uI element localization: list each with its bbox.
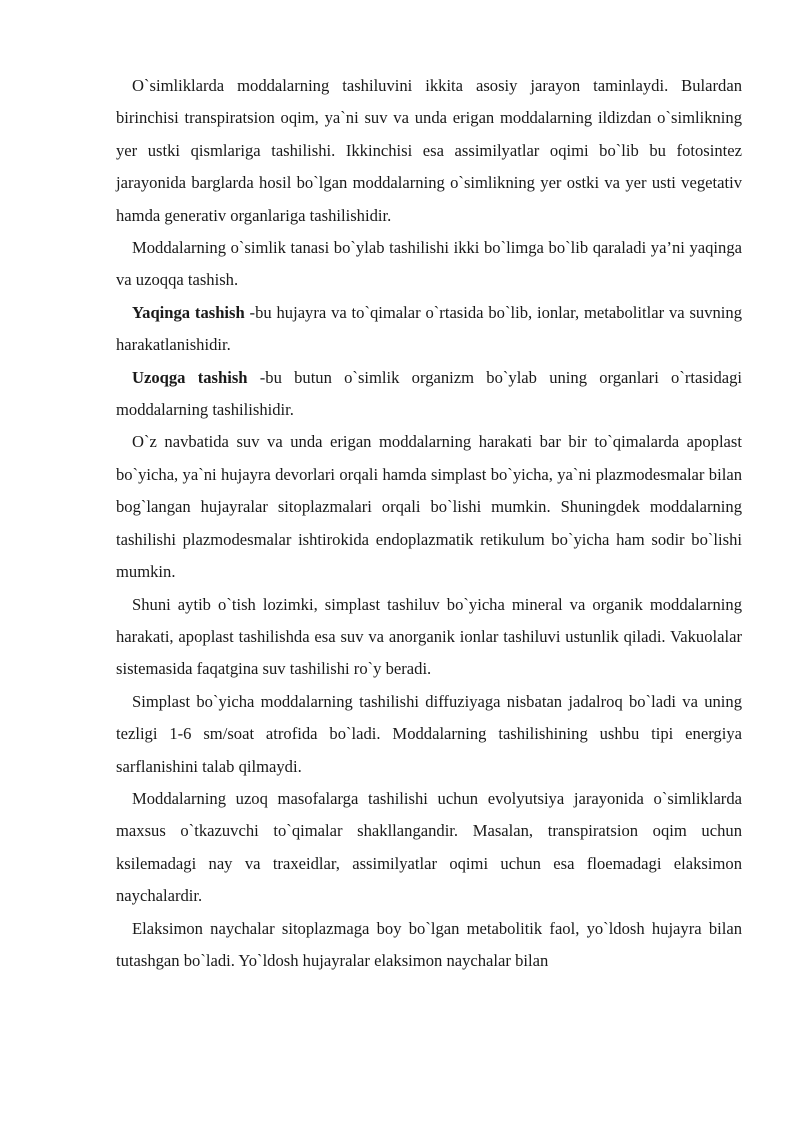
term-short-distance: Yaqinga tashish — [132, 302, 245, 322]
paragraph-text: Moddalarning uzoq masofalarga tashilishi uchun evolyutsiya jarayonida o`simliklarda maxsus o`tkazuvchi to`qimalar shakllangandir. Masalan, transpiratsion oqim uchun ksilemadagi nay va traxeidlar, assimilyatlar oqimi uchun esa floemadagi elaksimon naychalardir. — [116, 788, 742, 906]
paragraph-long-distance-definition — [116, 362, 742, 427]
paragraph-text: O`simliklarda moddalarning tashiluvini ikkita asosiy jarayon taminlaydi. Bulardan birinchisi transpiratsion oqim, ya`ni suv va unda erigan moddalarning ildizdan o`simlikning yer ustki qismlariga tashilishi. Ikkinchisi esa assimilyatlar oqimi bo`lib bu fotosintez jarayonida barglarda hosil bo`lgan moddalarning o`simlikning yer ostki va yer usti vegetativ hamda generativ organlariga tashilishidir. — [116, 76, 742, 225]
paragraph-transport-processes — [116, 70, 742, 232]
paragraph-simplast-speed — [116, 686, 742, 783]
term-long-distance: Uzoqga tashish — [132, 367, 248, 387]
paragraph-text: Simplast bo`yicha moddalarning tashilishi diffuziyaga nisbatan jadalroq bo`ladi va uning tezligi 1-6 sm/soat atrofida bo`ladi. Moddalarning tashilishining ushbu tipi energiya sarflanishini talab qilmaydi. — [116, 691, 742, 776]
paragraph-conducting-tissues — [116, 783, 742, 913]
paragraph-apoplast-simplast — [116, 426, 742, 588]
paragraph-transport-types — [116, 232, 742, 297]
body-text — [116, 70, 742, 977]
paragraph-short-distance-definition — [116, 297, 742, 362]
paragraph-text: Shuni aytib o`tish lozimki, simplast tashiluv bo`yicha mineral va organik moddalarning harakati, apoplast tashilishda esa suv va anorganik ionlar tashiluvi ustunlik qiladi. Vakuolalar sistemasida faqatgina suv tashilishi ro`y beradi. — [116, 594, 742, 679]
paragraph-text: Moddalarning o`simlik tanasi bo`ylab tashilishi ikki bo`limga bo`lib qaraladi ya’ni yaqinga va uzoqqa tashish. — [116, 238, 742, 290]
paragraph-text: -bu butun o`simlik organizm bo`ylab uning organlari o`rtasidagi moddalarning tashilishidir. — [116, 367, 743, 420]
paragraph-sieve-tubes — [116, 913, 742, 978]
paragraph-text: O`z navbatida suv va unda erigan moddalarning harakati bar bir to`qimalarda apoplast bo`yicha, ya`ni hujayra devorlari orqali hamda simplast bo`yicha, ya`ni plazmodesmalar bilan bog`langan hujayralar sitoplazmalari orqali bo`lishi mumkin. Shuningdek moddalarning tashilishi plazmodesmalar ishtirokida endoplazmatik retikulum bo`yicha ham sodir bo`lishi mumkin. — [116, 432, 742, 582]
paragraph-text: -bu hujayra va to`qimalar o`rtasida bo`lib, ionlar, metabolitlar va suvning harakatlanishidir. — [116, 302, 742, 355]
paragraph-transport-dominance — [116, 589, 742, 686]
paragraph-text: Elaksimon naychalar sitoplazmaga boy bo`lgan metabolitik faol, yo`ldosh hujayra bilan tutashgan bo`ladi. Yo`ldosh hujayralar elaksimon naychalar bilan — [116, 918, 742, 970]
